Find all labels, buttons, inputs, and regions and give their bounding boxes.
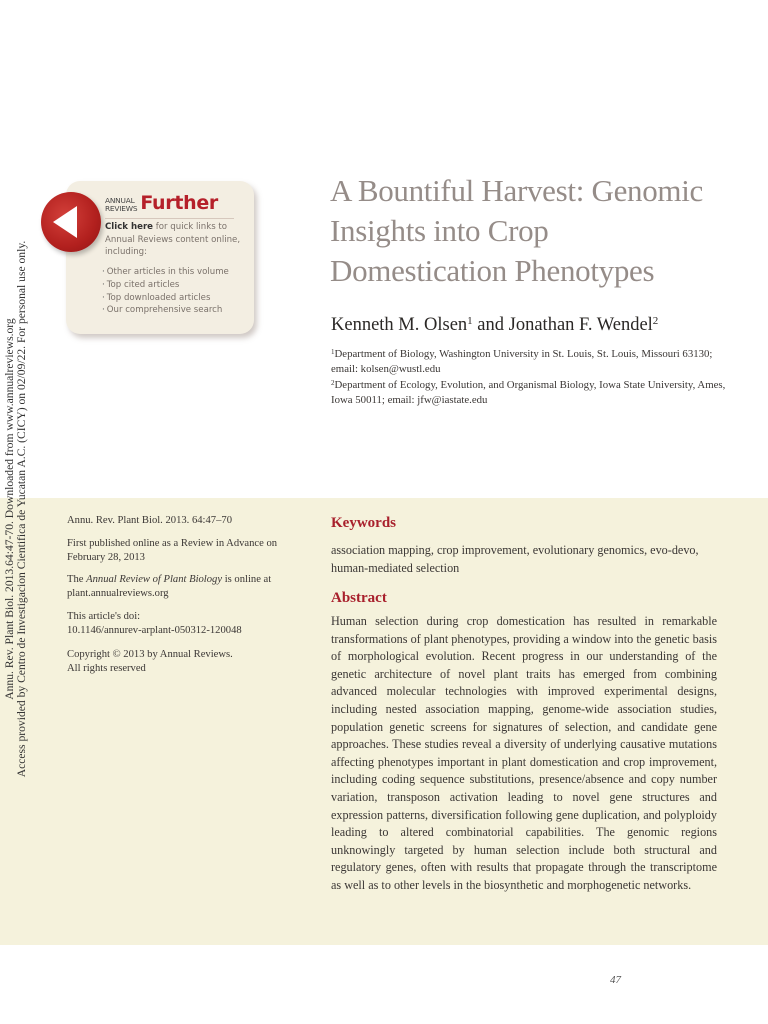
doi-block: This article's doi: 10.1146/annurev-arplant-050312-120048 xyxy=(67,610,297,638)
abstract-heading: Abstract xyxy=(331,590,387,606)
further-links-list xyxy=(102,266,257,317)
keywords-text: association mapping, crop improvement, evolutionary genomics, evo-devo, human-mediated selection xyxy=(331,543,699,575)
online-note: The Annual Review of Plant Biology is online at plant.annualreviews.org xyxy=(67,574,272,599)
keywords-heading: Keywords xyxy=(331,515,396,531)
download-notice-line-2: Access provided by Centro de Investigacion Cientifica de Yucatan A.C. (CICY) on 02/09/22. For personal use only. xyxy=(15,240,29,778)
further-link-top-cited[interactable]: · Top cited articles xyxy=(102,279,257,292)
copyright-block: Copyright © 2013 by Annual Reviews. All rights reserved xyxy=(67,649,233,674)
article-title: A Bountiful Harvest: Genomic Insights into Crop Domestication Phenotypes xyxy=(330,173,704,288)
further-link-search[interactable]: · Our comprehensive search xyxy=(102,304,257,317)
journal-name: Annual Review of Plant Biology xyxy=(86,574,223,585)
further-intro: Click here for quick links to Annual Reviews content online, including: xyxy=(105,222,241,258)
affiliation-1: $^1$Department of Biology, Washington University in St. Louis, St. Louis, Missouri 63130; email: kolsen@wustl.edu xyxy=(331,348,713,375)
further-link-other-articles[interactable]: · Other articles in this volume xyxy=(102,266,257,279)
author-name: Jonathan F. Wendel xyxy=(508,315,653,335)
author-name: Kenneth M. Olsen xyxy=(331,315,468,335)
further-divider xyxy=(105,218,234,219)
annual-reviews-logo: ANNUAL REVIEWS xyxy=(105,196,138,213)
abstract-text: Human selection during crop domestication has resulted in remarkable transformations of plant phenotypes, providing a window into the genetic basis of morphological evolution. Recent progress in our understanding of the genetic architecture of novel plant traits has emerged from combining advanced molecular technologies with improved experimental designs, including nested association mapping, genome-wide association studies, population genetic screens for signatures of selection, and candidate gene approaches. These studies reveal a diversity of underlying causative mutations affecting phenotypes important in plant domestication and crop improvement, including coding sequence substitutions, presence/absence and copy number variation, transposon activation leading to novel gene structures and expression patterns, diversification following gene duplication, and polyploidy leading to altered combinatorial capabilities. The genomic regions unknowingly targeted by human selection include both structural and regulatory genes, often with results that propagate through the transcriptome as well as to other levels in the biosynthetic and morphogenetic networks. xyxy=(331,614,717,892)
further-title: Further xyxy=(140,192,219,214)
further-link-top-downloaded[interactable]: · Top downloaded articles xyxy=(102,292,257,305)
doi-value: 10.1146/annurev-arplant-050312-120048 xyxy=(67,625,242,636)
author-list: Kenneth M. Olsen$^1$ and Jonathan F. Wendel$^2$ xyxy=(331,315,659,335)
affiliation-2: $^2$Department of Ecology, Evolution, and Organismal Biology, Iowa State University, Ames, Iowa 50011; email: jfw@iastate.edu xyxy=(331,379,726,406)
back-arrow-icon[interactable] xyxy=(41,192,101,252)
download-notice xyxy=(4,216,34,802)
download-notice-line-1: Annu. Rev. Plant Biol. 2013.64:47-70. Downloaded from www.annualreviews.org xyxy=(3,318,16,700)
further-header xyxy=(105,194,218,213)
citation: Annu. Rev. Plant Biol. 2013. 64:47–70 xyxy=(67,515,232,526)
click-here-link[interactable]: Click here xyxy=(105,222,154,232)
first-published-note: First published online as a Review in Advance on February 28, 2013 xyxy=(67,538,278,563)
page-number: 47 xyxy=(610,974,621,986)
